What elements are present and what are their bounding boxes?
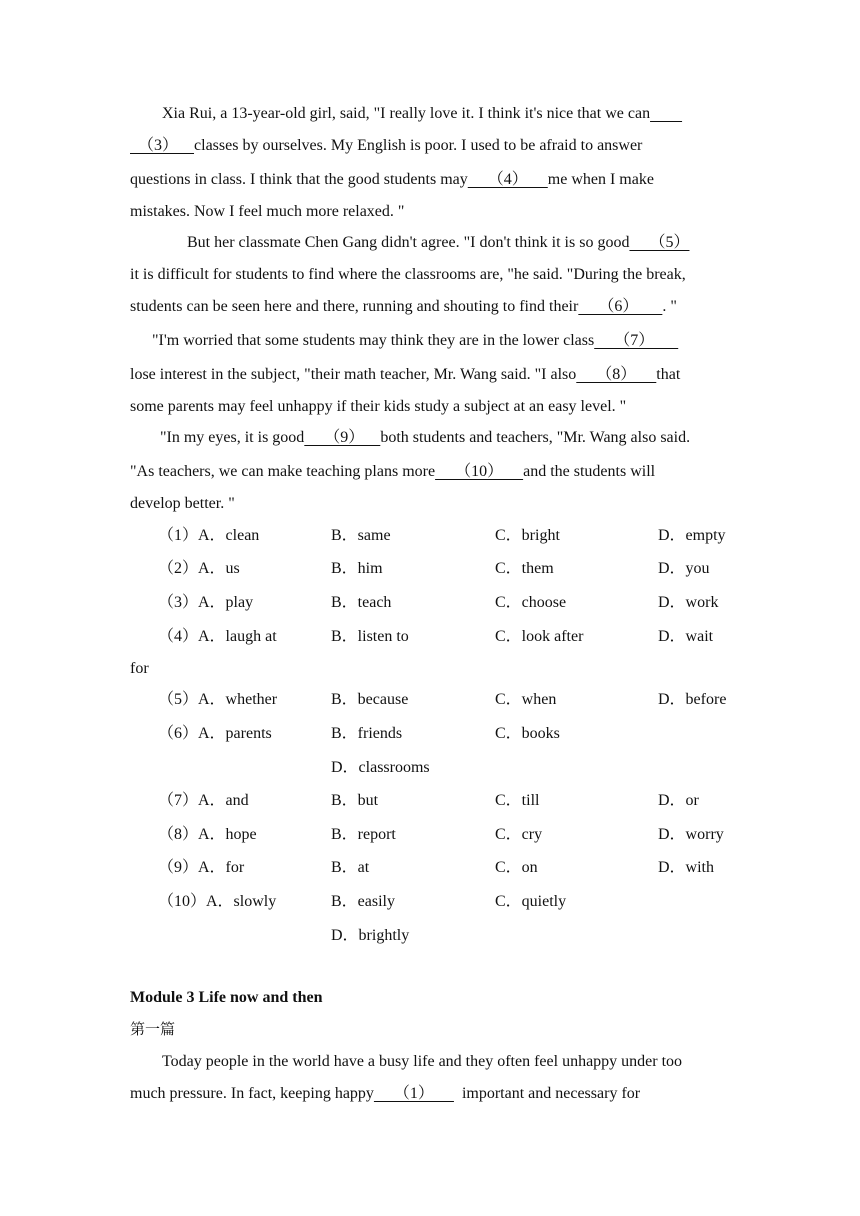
option-c: C．on [495, 859, 538, 876]
passage-line: But her classmate Chen Gang didn't agree. "I don't think it is so good （5） [187, 234, 690, 251]
option-b: B．easily [331, 893, 395, 910]
passage-line: lose interest in the subject, "their math teacher, Mr. Wang said. "I also （8） that [130, 366, 681, 383]
passage-line: mistakes. Now I feel much more relaxed. " [130, 203, 405, 220]
passage-line: it is difficult for students to find where the classrooms are, "he said. "During the break, [130, 266, 686, 283]
passage-line: Xia Rui, a 13-year-old girl, said, "I really love it. I think it's nice that we can [162, 104, 682, 124]
option-a: （6）A．parents [158, 725, 272, 742]
option-b: B．listen to [331, 628, 409, 645]
passage-line: （3） classes by ourselves. My English is poor. I used to be afraid to answer [130, 137, 643, 154]
passage-line: some parents may feel unhappy if their kids study a subject at an easy level. " [130, 398, 627, 415]
option-b: B．report [331, 826, 396, 843]
option-c: C．books [495, 725, 560, 742]
option-a: （1）A．clean [158, 527, 260, 544]
passage-line: Today people in the world have a busy life and they often feel unhappy under too [162, 1053, 683, 1070]
option-d: D．before [658, 691, 727, 708]
option-a: （7）A．and [158, 792, 249, 809]
section-title: 第一篇 [130, 1020, 176, 1038]
passage-line: much pressure. In fact, keeping happy （1） important and necessary for [130, 1085, 641, 1102]
option-c: C．when [495, 691, 557, 708]
passage-line: students can be seen here and there, running and shouting to find their （6） . " [130, 298, 677, 315]
option-b: B．him [331, 560, 383, 577]
passage-line: develop better. " [130, 495, 235, 512]
answer-blank: （3） [130, 137, 195, 154]
answer-blank: （6） [578, 298, 663, 315]
answer-blank: （4） [467, 171, 548, 188]
option-a: （4）A．laugh at [158, 628, 277, 645]
option-a: （10）A．slowly [158, 893, 277, 910]
option-a: （3）A．play [158, 594, 254, 611]
option-d-wrap: for [130, 660, 149, 677]
option-c: C．till [495, 792, 540, 809]
passage-line: "As teachers, we can make teaching plans more （10） and the students will [130, 463, 656, 480]
answer-blank: （10） [435, 463, 524, 480]
answer-blank: （8） [576, 366, 657, 383]
option-c: C．quietly [495, 893, 567, 910]
option-a: （2）A．us [158, 560, 240, 577]
option-d: D．you [658, 560, 710, 577]
option-c: C．choose [495, 594, 567, 611]
option-c: C．bright [495, 527, 560, 544]
option-d: D．brightly [331, 927, 410, 944]
answer-blank: （5） [629, 234, 690, 251]
option-d: D．worry [658, 826, 724, 843]
option-d: D．work [658, 594, 719, 611]
passage-line: "In my eyes, it is good （9） both students and teachers, "Mr. Wang also said. [160, 429, 691, 446]
option-a: （9）A．for [158, 859, 245, 876]
module-title: Module 3 Life now and then [130, 989, 323, 1006]
option-b: B．at [331, 859, 370, 876]
passage-line: questions in class. I think that the good students may （4） me when I make [130, 171, 654, 188]
option-d: D．with [658, 859, 715, 876]
option-c: C．cry [495, 826, 543, 843]
option-a: （8）A．hope [158, 826, 257, 843]
option-d: D．empty [658, 527, 726, 544]
option-c: C．look after [495, 628, 584, 645]
option-a: （5）A．whether [158, 691, 278, 708]
option-b: B．same [331, 527, 391, 544]
option-d: D．classrooms [331, 759, 430, 776]
option-b: B．teach [331, 594, 392, 611]
answer-blank: （9） [304, 429, 381, 446]
option-b: B．because [331, 691, 409, 708]
passage-line: "I'm worried that some students may think they are in the lower class （7） [152, 332, 679, 349]
option-b: B．friends [331, 725, 403, 742]
answer-blank: （7） [594, 332, 679, 349]
answer-blank: （1） [373, 1085, 454, 1102]
answer-blank [650, 105, 682, 122]
option-c: C．them [495, 560, 554, 577]
option-d: D．wait [658, 628, 714, 645]
option-d: D．or [658, 792, 699, 809]
option-b: B．but [331, 792, 379, 809]
